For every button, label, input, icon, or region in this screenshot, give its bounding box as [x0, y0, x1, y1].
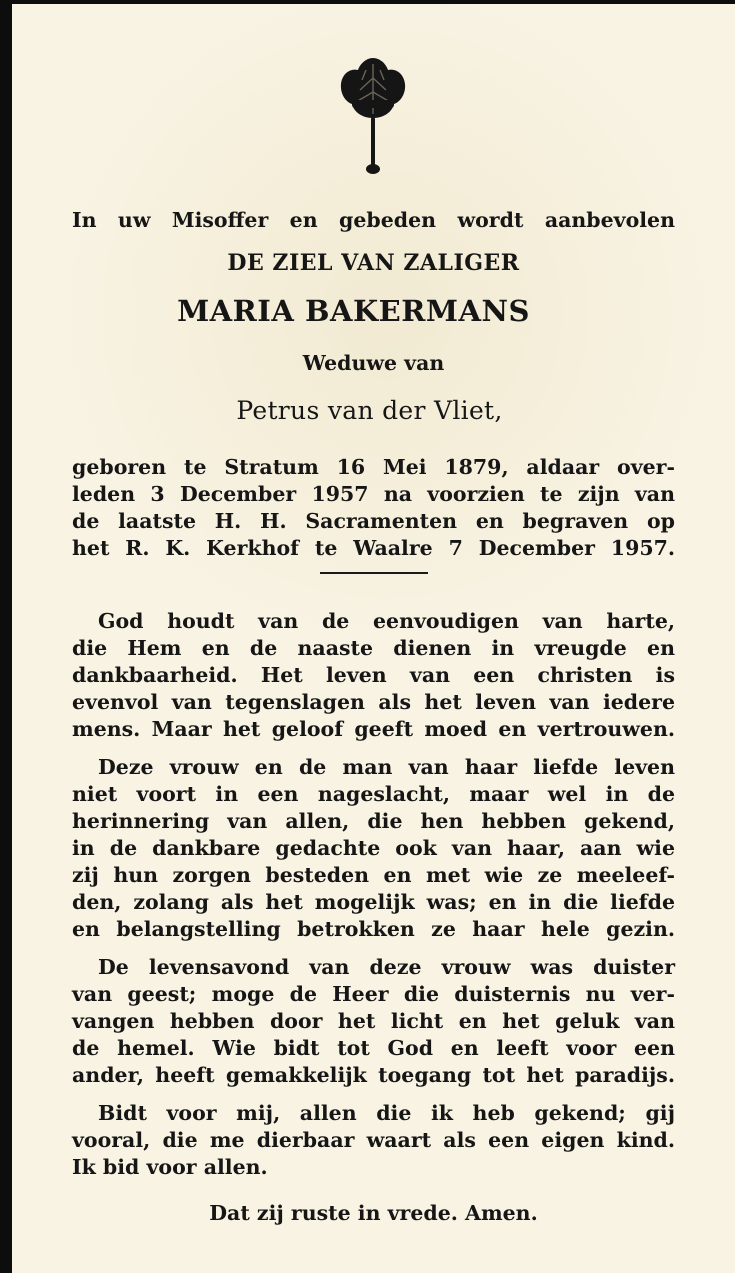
para2-line-7: en belangstelling betrokken ze haar hele gezin.: [72, 917, 675, 941]
deceased-name: MARIA BAKERMANS: [177, 294, 530, 328]
divider: [320, 572, 428, 574]
para4-line-3: Ik bid voor allen.: [72, 1155, 268, 1179]
para4-line-1: Bidt voor mij, allen die ik heb gekend; gij: [98, 1101, 675, 1125]
para2-line-3: herinnering van allen, die hen hebben gekend,: [72, 809, 675, 833]
details-line-2: leden 3 December 1957 na voorzien te zijn van: [72, 482, 675, 506]
para1-line-2: die Hem en de naaste dienen in vreugde en: [72, 636, 675, 660]
para3-line-4: de hemel. Wie bidt tot God en leeft voor een: [72, 1036, 675, 1060]
para1-line-1: God houdt van de eenvoudigen van harte,: [98, 609, 675, 633]
husband-name: Petrus van der Vliet,: [236, 396, 503, 425]
para2-line-2: niet voort in een nageslacht, maar wel in de: [72, 782, 675, 806]
para4-line-2: vooral, die me dierbaar waart als een eigen kind.: [72, 1128, 675, 1152]
para2-line-4: in de dankbare gedachte ook van haar, aan wie: [72, 836, 675, 860]
details-line-1: geboren te Stratum 16 Mei 1879, aldaar over-: [72, 455, 675, 479]
para2-line-5: zij hun zorgen besteden en met wie ze meeleef-: [72, 863, 675, 887]
details-line-4: het R. K. Kerkhof te Waalre 7 December 1957.: [72, 536, 675, 560]
para3-line-1: De levensavond van deze vrouw was duister: [98, 955, 675, 979]
para1-line-4: evenvol van tegenslagen als het leven van iedere: [72, 690, 675, 714]
para3-line-5: ander, heeft gemakkelijk toegang tot het paradijs.: [72, 1063, 675, 1087]
closing-line: Dat zij ruste in vrede. Amen.: [209, 1201, 538, 1225]
para3-line-3: vangen hebben door het licht en het geluk van: [72, 1009, 675, 1033]
memorial-card: [12, 4, 735, 1273]
para2-line-1: Deze vrouw en de man van haar liefde leven: [98, 755, 675, 779]
para1-line-3: dankbaarheid. Het leven van een christen is: [72, 663, 675, 687]
intro-line: In uw Misoffer en gebeden wordt aanbevolen: [72, 208, 675, 232]
para2-line-6: den, zolang als het mogelijk was; en in die liefde: [72, 890, 675, 914]
soul-heading: DE ZIEL VAN ZALIGER: [227, 250, 520, 276]
cross-with-foliage-icon: [338, 56, 408, 176]
para1-line-5: mens. Maar het geloof geeft moed en vertrouwen.: [72, 717, 675, 741]
widow-of-label: Weduwe van: [302, 351, 445, 375]
para3-line-2: van geest; moge de Heer die duisternis nu ver-: [72, 982, 675, 1006]
details-line-3: de laatste H. H. Sacramenten en begraven op: [72, 509, 675, 533]
